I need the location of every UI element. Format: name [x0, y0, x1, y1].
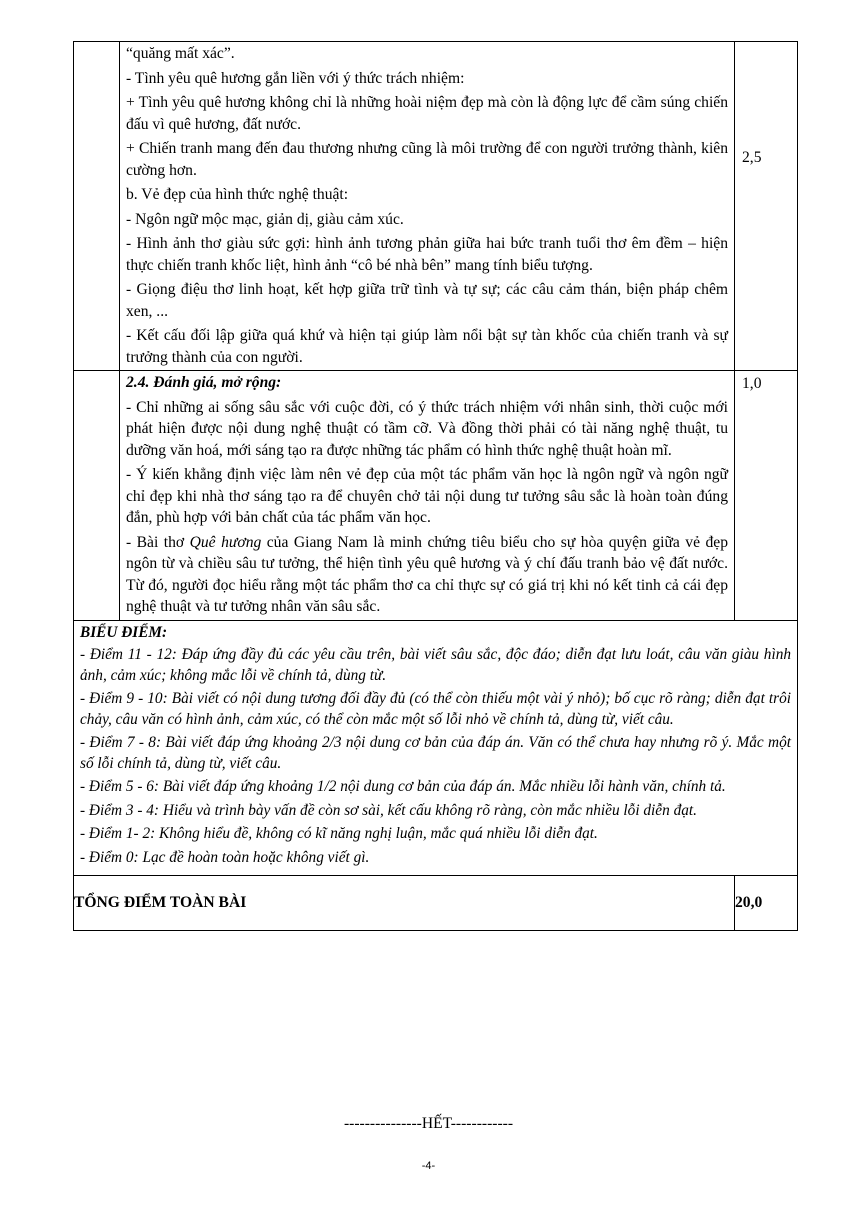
rubric-item: - Điểm 0: Lạc đề hoàn toàn hoặc không viết gì.	[80, 848, 370, 866]
text-line: b. Vẻ đẹp của hình thức nghệ thuật:	[126, 186, 349, 203]
rubric-item: - Điểm 9 - 10: Bài viết có nội dung tương đối đầy đủ (có thể còn thiếu một vài ý nhỏ); bố cục rõ ràng; diễn đạt trôi chảy, câu văn có hình ảnh, cảm xúc, có thể còn mắc một số lỗi nhỏ về chính tả, dùng từ, viết câu.	[80, 690, 791, 728]
rubric-item: - Điểm 3 - 4: Hiểu và trình bày vấn đề còn sơ sài, kết cấu không rõ ràng, còn mắc nhiều lỗi diễn đạt.	[80, 801, 697, 819]
total-score: 20,0	[735, 876, 798, 931]
table-row-section-a	[74, 42, 798, 371]
section-heading: 2.4. Đánh giá, mở rộng:	[126, 374, 282, 391]
text-fragment: của Giang Nam là minh chứng tiêu biểu cho sự hòa quyện giữa vẻ đẹp ngôn từ và chiều sâu tư tưởng, thể hiện tình yêu quê hương và ý chí đấu tranh bảo vệ đất nước. Từ đó, người đọc hiểu rằng một tác phẩm thơ ca chỉ thực sự có giá trị khi nó kết tinh cả cái đẹp nghệ thuật và tư tưởng nhân văn sâu sắc.	[126, 533, 729, 615]
end-mark: ---------------HẾT------------	[343, 1115, 514, 1132]
text-fragment: - Bài thơ	[126, 533, 190, 551]
rubric-title: BIỂU ĐIỂM:	[80, 623, 168, 641]
text-line: - Ngôn ngữ mộc mạc, giản dị, giàu cảm xúc.	[126, 210, 404, 228]
page-number: -4-	[421, 1160, 436, 1172]
score-value: 1,0	[742, 375, 762, 392]
rubric-item: - Điểm 5 - 6: Bài viết đáp ứng khoảng 1/2 nội dung cơ bản của đáp án. Mắc nhiều lỗi hành văn, chính tả.	[80, 778, 726, 795]
content-cell	[120, 371, 735, 621]
answer-table	[73, 41, 798, 931]
table-row-rubric	[74, 620, 798, 876]
total-label: TỔNG ĐIỂM TOÀN BÀI	[74, 876, 735, 931]
text-line: + Tình yêu quê hương không chỉ là những hoài niệm đẹp mà còn là động lực để cầm súng chiến đấu vì quê hương, đất nước.	[126, 94, 728, 133]
content-cell	[120, 42, 735, 371]
text-line: - Chỉ những ai sống sâu sắc với cuộc đời, có ý thức trách nhiệm với nhân sinh, thời cuộc mới phát hiện được nội dung nghệ thuật có tầm cỡ. Và đồng thời phải có tài năng nghệ thuật, tu dưỡng văn hoá, mới sáng tạo ra được những tác phẩm có hình thức nghệ thuật hoàn mĩ.	[126, 398, 728, 459]
empty-cell	[74, 42, 120, 371]
rubric-item: - Điểm 7 - 8: Bài viết đáp ứng khoảng 2/3 nội dung cơ bản của đáp án. Văn có thể chưa hay nhưng rõ ý. Mắc một số lỗi chính tả, dùng từ, viết câu.	[80, 734, 791, 772]
score-cell	[735, 371, 798, 621]
rubric-item: - Điểm 11 - 12: Đáp ứng đầy đủ các yêu cầu trên, bài viết sâu sắc, độc đáo; diễn đạt lưu loát, câu văn giàu hình ảnh, cảm xúc; không mắc lỗi về chính tả, dùng từ.	[80, 646, 791, 684]
text-line: - Hình ảnh thơ giàu sức gợi: hình ảnh tương phản giữa hai bức tranh tuổi thơ êm đềm – hiện thực chiến tranh khốc liệt, hình ảnh “cô bé nhà bên” mang tính biểu tượng.	[126, 235, 728, 274]
text-line: - Tình yêu quê hương gắn liền với ý thức trách nhiệm:	[126, 69, 465, 87]
table-row-total	[74, 876, 798, 931]
table-row-section-b	[74, 371, 798, 621]
poem-title: Quê hương	[189, 533, 262, 551]
text-line: - Ý kiến khẳng định việc làm nên vẻ đẹp của một tác phẩm văn học là ngôn ngữ và ngôn ngữ chỉ đẹp khi nhà thơ sáng tạo ra để chuyên chở tải nội dung tư tưởng sâu sắc là hoàn toàn đúng đắn, phù hợp với bản chất của tác phẩm văn học.	[126, 466, 728, 526]
empty-cell	[74, 371, 120, 621]
text-line: - Giọng điệu thơ linh hoạt, kết hợp giữa trữ tình và tự sự; các câu cảm thán, biện pháp chêm xen, ...	[126, 281, 728, 320]
rubric-item: - Điểm 1- 2: Không hiểu đề, không có kĩ năng nghị luận, mắc quá nhiều lỗi diễn đạt.	[80, 825, 598, 842]
text-line: “quăng mất xác”.	[126, 45, 235, 62]
score-cell	[735, 42, 798, 371]
rubric-cell	[74, 620, 798, 876]
text-line: - Kết cấu đối lập giữa quá khứ và hiện tại giúp làm nổi bật sự tàn khốc của chiến tranh và sự trưởng thành của con người.	[126, 327, 728, 366]
text-line	[126, 532, 728, 618]
text-line: + Chiến tranh mang đến đau thương nhưng cũng là môi trường để con người trưởng thành, kiên cường hơn.	[126, 140, 728, 179]
score-value: 2,5	[742, 149, 762, 166]
